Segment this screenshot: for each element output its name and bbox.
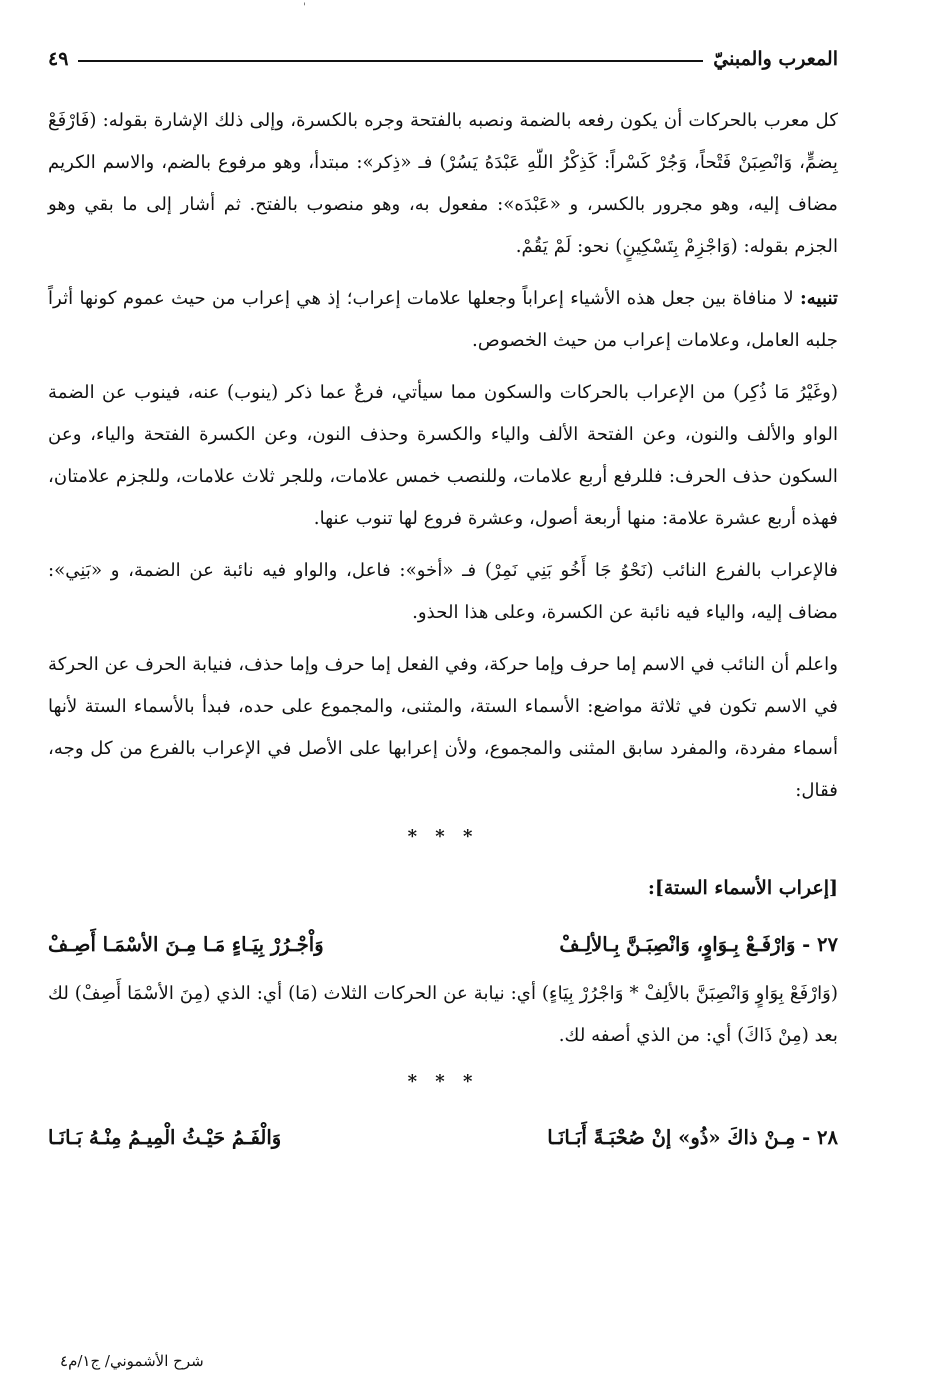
page-number: ٤٩	[48, 48, 69, 70]
verse-27	[48, 923, 838, 967]
paragraph-3: (وغَيْرُ مَا ذُكِر) من الإعراب بالحركات والسكون مما سيأتي، فرعٌ عما ذكر (ينوب) عنه، فينوب عن الضمة الواو والألف والنون، وعن الفتحة الألف والياء والكسرة وحذف النون، وعن الكسرة الفتحة والياء، وعن السكون حذف الحرف: فللرفع أربع علامات، وللنصب خمس علامات، وللجر ثلاث علامات، وللجزم علامتان، فهذه أربع عشرة علامة: منها أربعة أصول، وعشرة فروع لها تنوب عنها.	[48, 382, 838, 529]
paragraph-2	[48, 278, 838, 362]
paragraph-5: واعلم أن النائب في الاسم إما حرف وإما حركة، وفي الفعل إما حرف وإما حذف، فنيابة الحرف عن الحركة في الاسم تكون في ثلاثة مواضع: الأسماء الستة، والمثنى، والمجموع على حده، فبدأ بالأسماء الستة لأنها أسماء مفردة، والمفرد سابق المثنى والمجموع، ولأن إعرابها على الأصل في الإعراب بالفرع من كل وجه، فقال:	[48, 654, 838, 801]
separator-stars-2: * * *	[407, 1071, 479, 1092]
running-header	[48, 30, 838, 70]
verse-27-second-hemistich: وَاْجْـرُرْ بِيَـاءٍ مَـا مِـنَ الأسْمَـا أَصِـفْ	[48, 933, 324, 956]
paragraph-4: فالإعراب بالفرع النائب (نَحْوُ جَا أَخُو بَنِي نَمِرْ) فـ «أخو»: فاعل، والواو فيه نائبة عن الضمة، و «بَنِي»: مضاف إليه، والياء فيه نائبة عن الكسرة، وعلى هذا الحذو.	[48, 560, 838, 623]
verse-28-first-hemistich: ٢٨ - مِـنْ ذاكَ «ذُو» إنْ صُحْبَـةً أَبَـانَـا	[547, 1126, 838, 1149]
scan-mark: '	[303, 2, 306, 13]
paragraph-6: (وَارْفَعْ بِوَاوٍ وَانْصِبَنَّ بالألِفْ * وَاجْرُرْ بِيَاءٍ) أي: نيابة عن الحركات الثلاث (مَا) أي: الذي (مِنَ الأسْمَا أَصِفْ) لك بعد (مِنْ ذَاكَ) أي: من الذي أصفه لك.	[48, 983, 838, 1046]
verse-27-first-hemistich: ٢٧ - وَارْفَـعْ بِـوَاوٍ، وَانْصِبَـنَّ بِـالألِـفْ	[559, 933, 838, 956]
verse-28	[48, 1116, 838, 1160]
note-label: تنبيه:	[800, 288, 838, 309]
note-text: لا منافاة بين جعل هذه الأشياء إعراباً وجعلها علامات إعراب؛ إذ هي إعراب من حيث عموم كونها أثراً جلبه العامل، وعلامات إعراب من حيث الخصوص.	[48, 288, 838, 351]
footer-signature: شرح الأشموني/ ج١/م٤	[60, 1352, 204, 1370]
header-title: المعرب والمبنيّ	[713, 48, 838, 70]
page-body	[48, 30, 838, 1166]
paragraph-1: كل معرب بالحركات أن يكون رفعه بالضمة ونصبه بالفتحة وجره بالكسرة، وإلى ذلك الإشارة بقوله: (فَارْفَعْ بِضمٍّ، وَانْصِبَنْ فَتْحاً، وَجُرْ كَسْراً: كَذِكْرُ اللّهِ عَبْدَهُ يَسُرْ) فـ «ذِكر»: مبتدأ، وهو مرفوع بالضم، والاسم الكريم مضاف إليه، وهو مجرور بالكسر، و «عَبْدَه»: مفعول به، وهو منصوب بالفتح. ثم أشار إلى ما بقي وهو الجزم بقوله: (وَاجْزِمْ بِتَسْكِينٍ) نحو: لَمْ يَقُمْ.	[48, 110, 838, 257]
separator-stars-1: * * *	[407, 826, 479, 847]
verse-28-second-hemistich: وَالْفَـمُ حَيْـثُ الْمِيـمُ مِنْـهُ بَـانَـا	[48, 1126, 282, 1149]
section-title: [إعراب الأسماء الستة]:	[647, 877, 838, 899]
header-rule	[78, 60, 703, 62]
